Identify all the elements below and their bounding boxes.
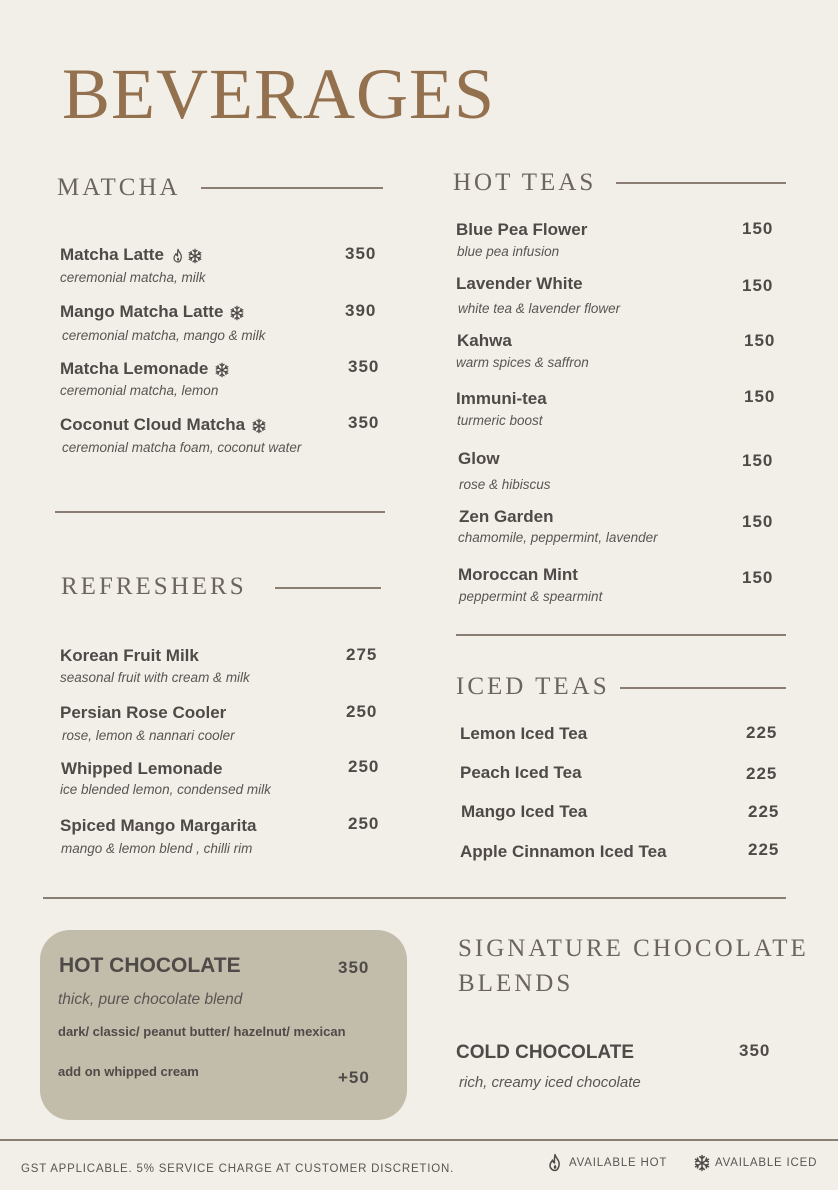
- snowflake-icon: [214, 362, 230, 378]
- menu-item-name: Apple Cinnamon Iced Tea: [460, 842, 667, 861]
- menu-item-desc: ceremonial matcha, milk: [60, 270, 206, 285]
- menu-item-desc: chamomile, peppermint, lavender: [458, 530, 658, 545]
- menu-item-name: Moroccan Mint: [458, 565, 578, 584]
- menu-item-name: Glow: [458, 449, 500, 468]
- cold-chocolate-name: COLD CHOCOLATE: [456, 1042, 635, 1063]
- menu-item-price: 225: [748, 840, 780, 859]
- page-title: BEVERAGES: [62, 54, 496, 134]
- menu-item-price: 150: [742, 219, 774, 238]
- menu-item-desc: ceremonial matcha foam, coconut water: [62, 440, 302, 455]
- section-divider: [456, 634, 786, 636]
- section-divider: [55, 511, 385, 513]
- signature-heading-line1: SIGNATURE CHOCOLATE: [458, 935, 809, 962]
- menu-item-name: Lavender White: [456, 274, 583, 293]
- hot-chocolate-price: 350: [338, 958, 370, 977]
- addon-label: add on whipped cream: [58, 1064, 199, 1079]
- menu-item-price: 275: [346, 645, 378, 664]
- menu-item-name: Whipped Lemonade: [61, 759, 223, 778]
- cold-chocolate-price: 350: [739, 1041, 771, 1060]
- menu-item-price: 350: [348, 357, 380, 376]
- menu-item-name: Lemon Iced Tea: [460, 724, 588, 743]
- menu-item-name: Mango Iced Tea: [461, 802, 588, 821]
- menu-item-name: Immuni-tea: [456, 389, 547, 408]
- menu-item-price: 250: [348, 814, 380, 833]
- menu-item-desc: turmeric boost: [457, 413, 543, 428]
- menu-item-price: 150: [744, 331, 776, 350]
- flame-icon: [545, 1153, 565, 1173]
- cold-chocolate-desc: rich, creamy iced chocolate: [459, 1074, 641, 1091]
- menu-item-desc: ceremonial matcha, mango & milk: [62, 328, 266, 343]
- menu-item-price: 350: [345, 244, 377, 263]
- flame-icon: [170, 248, 186, 264]
- legend-hot-label: AVAILABLE HOT: [569, 1157, 668, 1169]
- menu-item-price: 250: [348, 757, 380, 776]
- menu-item-name: Blue Pea Flower: [456, 220, 588, 239]
- addon-price: +50: [338, 1068, 370, 1087]
- menu-item-desc: seasonal fruit with cream & milk: [60, 670, 250, 685]
- menu-item-name: Matcha Latte: [60, 246, 203, 264]
- menu-item-name: Coconut Cloud Matcha: [60, 416, 267, 434]
- menu-item-name: Persian Rose Cooler: [60, 703, 227, 722]
- menu-item-price: 350: [348, 413, 380, 432]
- refreshers-heading: REFRESHERS: [61, 573, 247, 600]
- menu-item-desc: warm spices & saffron: [456, 355, 589, 370]
- menu-item-price: 225: [746, 764, 778, 783]
- menu-item-price: 150: [742, 451, 774, 470]
- hot-chocolate-desc: thick, pure chocolate blend: [58, 991, 243, 1008]
- snowflake-icon: [251, 418, 267, 434]
- menu-item-price: 225: [748, 802, 780, 821]
- menu-item-name: Zen Garden: [459, 507, 554, 526]
- menu-item-desc: rose, lemon & nannari cooler: [62, 728, 235, 743]
- hot-teas-heading: HOT TEAS: [453, 169, 597, 196]
- menu-item-name: Peach Iced Tea: [460, 763, 582, 782]
- menu-item-price: 150: [742, 276, 774, 295]
- iced-teas-heading: ICED TEAS: [456, 673, 610, 700]
- hot-chocolate-name: HOT CHOCOLATE: [59, 954, 241, 977]
- snowflake-icon: [693, 1154, 711, 1172]
- hot-chocolate-variants: dark/ classic/ peanut butter/ hazelnut/ mexican: [58, 1024, 346, 1039]
- menu-item-name: Mango Matcha Latte: [60, 303, 245, 321]
- menu-item-name: Kahwa: [457, 331, 512, 350]
- menu-item-price: 150: [742, 568, 774, 587]
- matcha-heading: MATCHA: [57, 174, 181, 201]
- menu-item-price: 250: [346, 702, 378, 721]
- menu-item-price: 225: [746, 723, 778, 742]
- hot-teas-heading-rule: [616, 182, 786, 184]
- footer-note: GST APPLICABLE. 5% SERVICE CHARGE AT CUSTOMER DISCRETION.: [21, 1163, 455, 1175]
- snowflake-icon: [229, 305, 245, 321]
- menu-item-desc: peppermint & spearmint: [459, 589, 603, 604]
- menu-item-name: Spiced Mango Margarita: [60, 816, 257, 835]
- menu-item-price: 390: [345, 301, 377, 320]
- menu-item-desc: rose & hibiscus: [459, 477, 551, 492]
- menu-item-desc: ice blended lemon, condensed milk: [60, 782, 271, 797]
- menu-item-desc: white tea & lavender flower: [458, 301, 621, 316]
- snowflake-icon: [187, 248, 203, 264]
- legend-iced-label: AVAILABLE ICED: [715, 1157, 818, 1169]
- menu-item-name: Korean Fruit Milk: [60, 646, 199, 665]
- footer-divider: [0, 1139, 838, 1141]
- menu-item-desc: mango & lemon blend , chilli rim: [61, 841, 253, 856]
- matcha-heading-rule: [201, 187, 383, 189]
- signature-heading-line2: BLENDS: [458, 970, 574, 997]
- menu-item-desc: ceremonial matcha, lemon: [60, 383, 219, 398]
- refreshers-heading-rule: [275, 587, 381, 589]
- menu-item-price: 150: [742, 512, 774, 531]
- section-divider: [43, 897, 786, 899]
- menu-item-name: Matcha Lemonade: [60, 360, 230, 378]
- menu-item-desc: blue pea infusion: [457, 244, 560, 259]
- menu-item-price: 150: [744, 387, 776, 406]
- iced-teas-heading-rule: [620, 687, 786, 689]
